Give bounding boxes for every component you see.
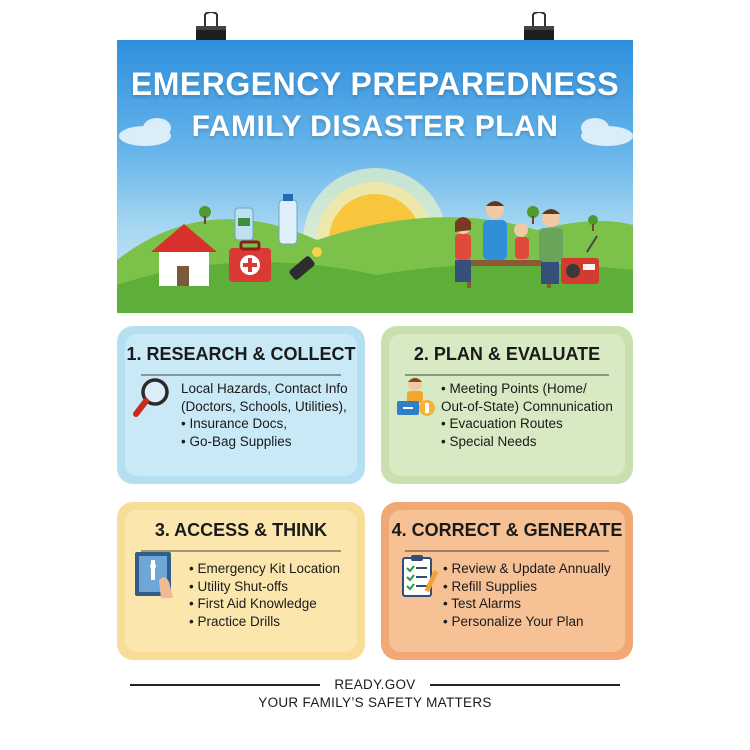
poster-title-line1: EMERGENCY PREPAREDNESS — [130, 66, 620, 102]
list-item: • Review & Update Annually — [443, 561, 611, 576]
list-item: • Insurance Docs, — [181, 416, 288, 431]
card-list — [189, 560, 340, 630]
card-list — [181, 380, 348, 450]
list-item: • Go-Bag Supplies — [181, 433, 292, 449]
list-item: • First Aid Knowledge — [189, 596, 317, 611]
checklist-icon — [401, 554, 441, 600]
card-title: 3. ACCESS & THINK — [154, 520, 328, 540]
divider — [405, 550, 609, 552]
list-item: • Utility Shut-offs — [189, 578, 289, 594]
card-title: 4. CORRECT & GENERATE — [391, 520, 623, 540]
list-item: • Practice Drills — [189, 613, 280, 629]
card-plan-evaluate — [381, 326, 633, 484]
card-title: 2. PLAN & EVALUATE — [413, 344, 601, 364]
hero-banner — [117, 40, 633, 313]
list-item: • Emergency Kit Location — [189, 561, 341, 576]
list-item: • Refill Supplies — [443, 578, 538, 594]
utility-panel-icon — [133, 550, 179, 602]
list-item: • Special Needs — [441, 433, 537, 449]
card-correct-generate — [381, 502, 633, 660]
card-research-collect — [117, 326, 365, 484]
card-access-think — [117, 502, 365, 660]
card-list — [441, 380, 613, 450]
family-planning-icon — [395, 374, 439, 418]
poster-title-line2: FAMILY DISASTER PLAN — [191, 110, 559, 143]
divider — [141, 374, 341, 376]
card-title: 1. RESEARCH & COLLECT — [126, 344, 356, 364]
list-item: • Personalize Your Plan — [443, 613, 584, 629]
list-item: Local Hazards, Contact Info — [181, 381, 348, 396]
list-item: (Doctors, Schools, Utilities), — [181, 398, 347, 414]
list-item: • Evacuation Routes — [441, 416, 563, 431]
first-aid-kit-icon — [229, 242, 271, 282]
footer-site: READY.GOV — [334, 677, 416, 692]
footer-tagline: YOUR FAMILY’S SAFETY MATTERS — [258, 695, 492, 710]
list-item: • Test Alarms — [443, 596, 522, 611]
list-item: Out-of-State) Comnunication — [441, 398, 613, 414]
card-list — [443, 560, 611, 630]
list-item: • Meeting Points (Home/ — [441, 381, 587, 396]
magnifier-icon — [133, 376, 171, 418]
